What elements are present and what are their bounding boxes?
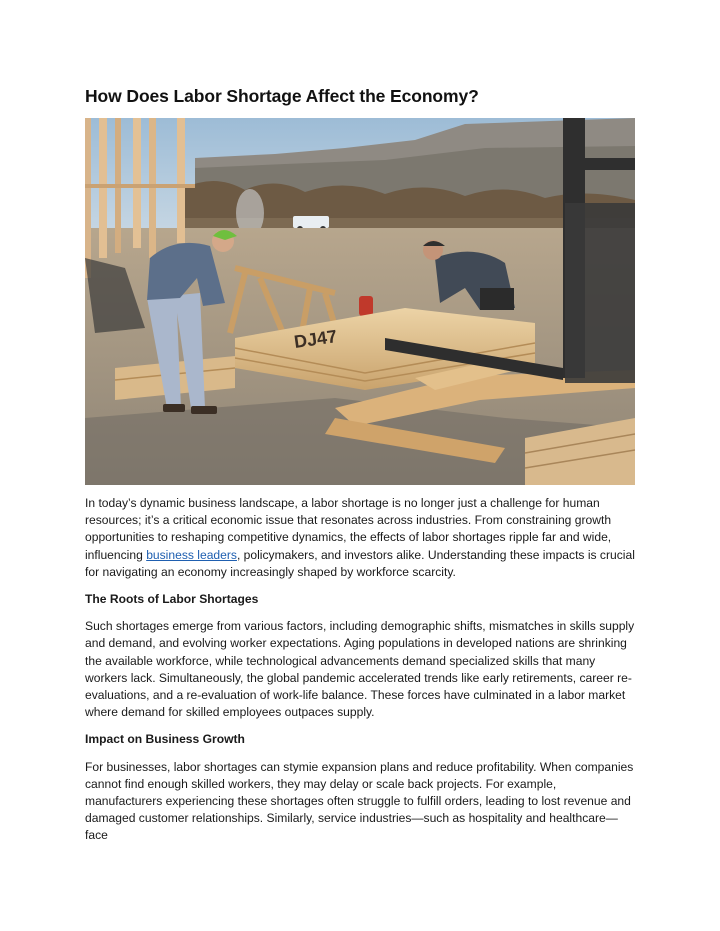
article-body <box>85 495 635 855</box>
business-leaders-link[interactable]: business leaders <box>146 547 237 562</box>
intro-text-after-link: , policymakers, and investors alike. Understanding these impacts is crucial for navigating an economy increasingly shaped by workforce scarcity. <box>85 547 635 579</box>
construction-photo <box>85 118 635 485</box>
section-body-roots: Such shortages emerge from various factors, including demographic shifts, mismatches in skills supply and demand, and evolving worker expectations. Aging populations in developed nations are shrinking the available workforce, while technological advancements demand specialized skills that many workers lack. Simultaneously, the global pandemic accelerated trends like early retirements, career re-evaluations, and a re-evaluation of work-life balance. These forces have culminated in a labor market where demand for skilled employees outpaces supply. <box>85 619 635 720</box>
section-heading-impact: Impact on Business Growth <box>85 732 245 747</box>
intro-text-before-link: In today’s dynamic business landscape, a labor shortage is no longer just a challenge for human resources; it’s a critical economic issue that resonates across industries. From constraining growth opportunities to reshaping competitive dynamics, the effects of labor shortages ripple far and wide, influencing <box>85 496 612 562</box>
section-heading-roots: The Roots of Labor Shortages <box>85 592 259 607</box>
svg-text:DJ47: DJ47 <box>292 326 339 352</box>
article-title: How Does Labor Shortage Affect the Economy? <box>85 86 479 106</box>
section-body-impact: For businesses, labor shortages can stymie expansion plans and reduce profitability. When companies cannot find enough skilled workers, they may delay or scale back projects. For example, manufacturers experiencing these shortages often struggle to fulfill orders, leading to lost revenue and damaged customer relationships. Similarly, service industries—such as hospitality and healthcare—face <box>85 759 634 843</box>
intro-paragraph <box>85 495 635 581</box>
